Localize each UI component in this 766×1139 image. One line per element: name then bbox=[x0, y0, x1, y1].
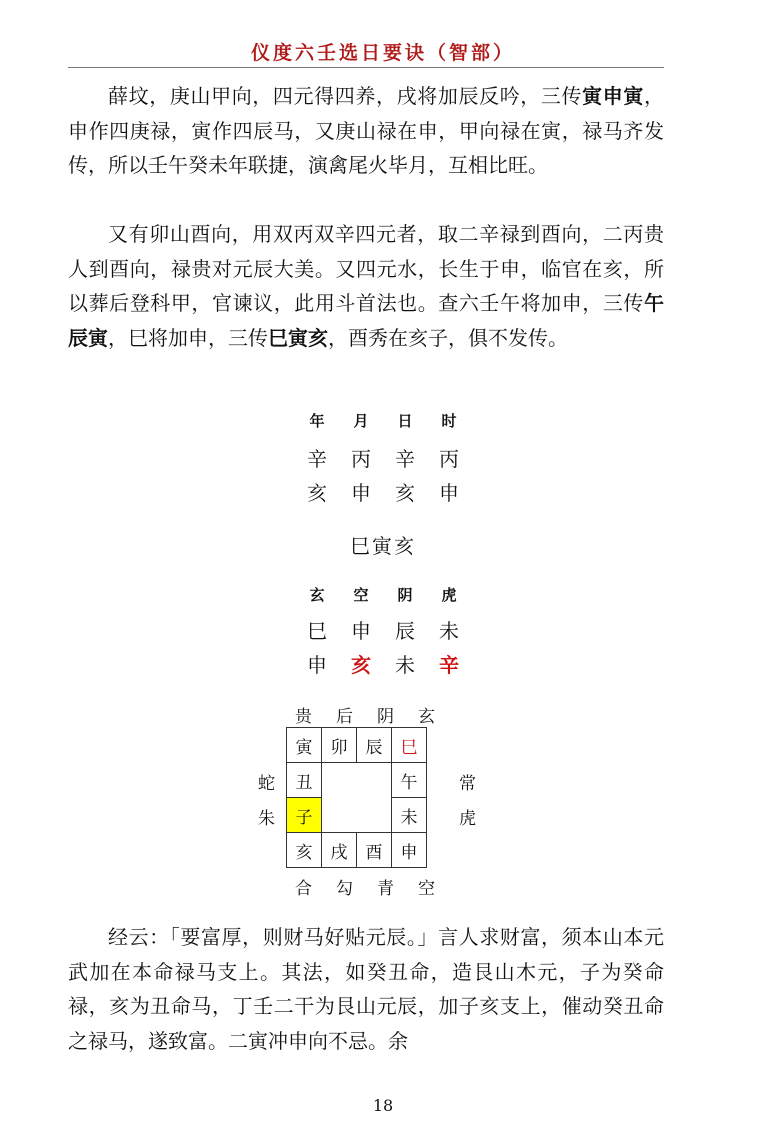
board-cell: 未 bbox=[392, 798, 427, 833]
board-cell-yellow: 子 bbox=[287, 798, 322, 833]
heaven-plate-board bbox=[286, 727, 427, 868]
lesson-bottom-highlight: 亥 bbox=[351, 653, 371, 677]
pillar-stem: 辛 bbox=[307, 447, 327, 471]
pillar-label: 年 bbox=[309, 412, 325, 430]
board-cell: 戌 bbox=[322, 833, 357, 868]
board-cell: 午 bbox=[392, 763, 427, 798]
board-cell: 酉 bbox=[357, 833, 392, 868]
pillar-branch: 申 bbox=[439, 481, 459, 505]
board-cell: 寅 bbox=[287, 728, 322, 763]
board-cell: 辰 bbox=[357, 728, 392, 763]
paragraph-1: 薛坟，庚山甲向，四元得四养，戌将加辰反吟，三传寅申寅，申作四庚禄，寅作四辰马，又庚山禄在申，甲向禄在寅，禄马齐发传，所以壬午癸未年联捷，演禽尾火毕月，互相比旺。 bbox=[68, 84, 665, 177]
running-header: 仪度六壬选日要诀（智部） bbox=[250, 42, 515, 64]
board-cell-highlight: 巳 bbox=[392, 728, 427, 763]
board-bottom-label: 合 bbox=[295, 879, 312, 899]
board-top-label: 阴 bbox=[377, 707, 394, 727]
board-bottom-label: 勾 bbox=[336, 879, 353, 899]
lesson-spirit: 虎 bbox=[441, 586, 457, 604]
board-top-label: 后 bbox=[336, 707, 353, 727]
board-left-label: 蛇 bbox=[258, 774, 275, 794]
pillar-label: 日 bbox=[397, 412, 413, 430]
pillar-label: 月 bbox=[353, 412, 369, 430]
paragraph-3: 经云：「要富厚，则财马好贴元辰。」言人求财富，须本山本元武加在本命禄马支上。其法，如癸丑命，造艮山木元，子为癸命禄，亥为丑命马，丁壬二干为艮山元辰，加子亥支上，催动癸丑命之禄马，遂致富。二寅冲申向不忌。余 bbox=[68, 925, 664, 1053]
pillar-stem: 丙 bbox=[439, 447, 459, 471]
lesson-bottom-highlight: 辛 bbox=[439, 653, 459, 677]
lesson-spirit: 阴 bbox=[397, 586, 413, 604]
board-bottom-label: 空 bbox=[418, 879, 435, 899]
page-number: 18 bbox=[372, 1096, 394, 1115]
lesson-spirit: 玄 bbox=[309, 586, 325, 604]
board-right-label: 常 bbox=[459, 774, 476, 794]
lesson-top: 辰 bbox=[395, 619, 415, 643]
three-transmissions: 巳寅亥 bbox=[350, 534, 416, 558]
lesson-spirit: 空 bbox=[353, 586, 369, 604]
lesson-top: 申 bbox=[351, 619, 371, 643]
board-cell: 亥 bbox=[287, 833, 322, 868]
pillar-label: 时 bbox=[441, 412, 457, 430]
header-divider bbox=[68, 67, 664, 68]
board-cell: 丑 bbox=[287, 763, 322, 798]
lesson-bottom-row bbox=[0, 649, 766, 678]
board-cell: 申 bbox=[392, 833, 427, 868]
lesson-spirits bbox=[0, 584, 766, 605]
lesson-top-row bbox=[0, 615, 766, 644]
lesson-bottom: 申 bbox=[307, 653, 327, 677]
pillar-branch: 亥 bbox=[395, 481, 415, 505]
board-right-label: 虎 bbox=[459, 809, 476, 829]
lesson-top: 巳 bbox=[307, 619, 327, 643]
pillar-branches bbox=[0, 477, 766, 506]
pillar-branch: 申 bbox=[351, 481, 371, 505]
lesson-bottom: 未 bbox=[395, 653, 415, 677]
pillar-stem: 辛 bbox=[395, 447, 415, 471]
lesson-top: 未 bbox=[439, 619, 459, 643]
board-bottom-label: 青 bbox=[377, 879, 394, 899]
board-top-label: 贵 bbox=[295, 707, 312, 727]
pillar-branch: 亥 bbox=[307, 481, 327, 505]
pillar-labels bbox=[0, 410, 766, 431]
pillar-stem: 丙 bbox=[351, 447, 371, 471]
board-cell: 卯 bbox=[322, 728, 357, 763]
board-top-label: 玄 bbox=[418, 707, 435, 727]
pillar-stems bbox=[0, 443, 766, 472]
board-left-label: 朱 bbox=[258, 809, 275, 829]
paragraph-2: 又有卯山酉向，用双丙双辛四元者，取二辛禄到酉向，二丙贵人到酉向，禄贵对元辰大美。又四元水，长生于申，临官在亥，所以葬后登科甲，官谏议，此用斗首法也。查六壬午将加申，三传午辰寅，巳将加申，三传巳寅亥，酉秀在亥子，俱不发传。 bbox=[68, 222, 664, 350]
